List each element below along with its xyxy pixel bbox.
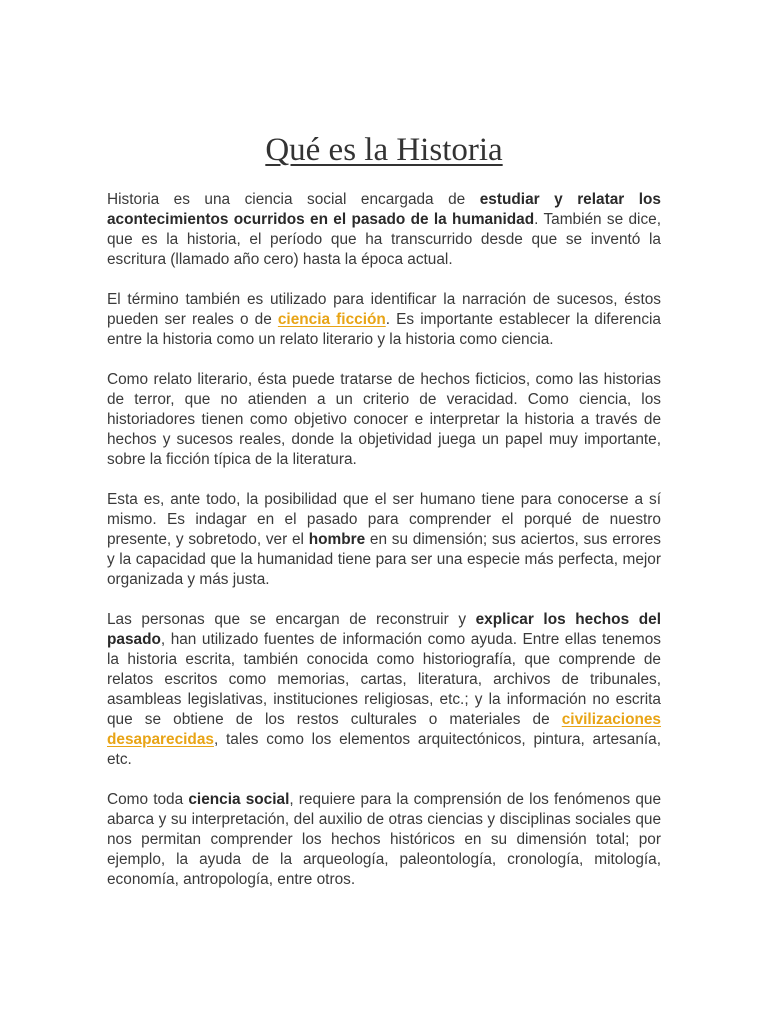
paragraph-6-bold-1: ciencia social bbox=[188, 791, 290, 808]
paragraph-2-text-2: . Es importante establecer la diferencia entre la historia como un relato literario y la historia como ciencia. bbox=[107, 311, 661, 348]
paragraph-6-text-2: , requiere para la comprensión de los fenómenos que abarca y su interpretación, del auxilio de otras ciencias y disciplinas sociales que nos permitan comprender los hechos históricos en su dimensión total; por ejemplo, la ayuda de la arqueología, paleontología, cronología, mitología, economía, antropología, entre otros. bbox=[107, 791, 661, 888]
paragraph-5-text-3: , tales como los elementos arquitectónicos, pintura, artesanía, etc. bbox=[107, 731, 661, 768]
paragraph-2 bbox=[107, 290, 661, 350]
paragraph-4-text-2: en su dimensión; sus aciertos, sus errores y la capacidad que la humanidad tiene para ser una especie más perfecta, mejor organizada y más justa. bbox=[107, 531, 661, 588]
page-title: Qué es la Historia bbox=[265, 132, 503, 168]
paragraph-1-text-1: Historia es una ciencia social encargada de bbox=[107, 191, 480, 208]
paragraph-6-text-1: Como toda bbox=[107, 791, 189, 808]
document-page bbox=[107, 130, 661, 910]
paragraph-5-bold-1: explicar los hechos del pasado bbox=[107, 611, 661, 648]
paragraph-5 bbox=[107, 610, 661, 770]
paragraph-3 bbox=[107, 370, 661, 470]
paragraph-4-bold-1: hombre bbox=[308, 531, 366, 548]
paragraph-1-text-2: . También se dice, que es la historia, el período que ha transcurrido desde que se inventó la escritura (llamado año cero) hasta la época actual. bbox=[107, 211, 661, 268]
paragraph-1-bold-1: estudiar y relatar los acontecimientos ocurridos en el pasado de la humanidad bbox=[107, 191, 661, 228]
paragraph-4 bbox=[107, 490, 661, 590]
paragraph-5-text-2: , han utilizado fuentes de información como ayuda. Entre ellas tenemos la historia escrita, también conocida como historiografía, que comprende de relatos escritos como memorias, cartas, literatura, archivos de tribunales, asambleas legislativas, instituciones religiosas, etc.; y la información no escrita que se obtiene de los restos culturales o materiales de bbox=[107, 631, 661, 728]
paragraph-3-text-1: Como relato literario, ésta puede tratarse de hechos ficticios, como las historias de terror, que no atienden a un criterio de veracidad. Como ciencia, los historiadores tienen como objetivo conocer e interpretar la historia a través de hechos y sucesos reales, donde la objetividad juega un papel muy importante, sobre la ficción típica de la literatura. bbox=[107, 371, 661, 468]
paragraph-1 bbox=[107, 190, 661, 270]
paragraph-6 bbox=[107, 790, 661, 890]
paragraph-4-text-1: Esta es, ante todo, la posibilidad que el ser humano tiene para conocerse a sí mismo. Es indagar en el pasado para comprender el porqué de nuestro presente, y sobretodo, ver el bbox=[107, 491, 661, 548]
ciencia-ficcion-link[interactable]: ciencia ficción bbox=[277, 311, 386, 328]
civilizaciones-desaparecidas-link[interactable]: civilizaciones desaparecidas bbox=[107, 711, 661, 748]
paragraph-5-text-1: Las personas que se encargan de reconstruir y bbox=[107, 611, 476, 628]
paragraph-2-text-1: El término también es utilizado para identificar la narración de sucesos, éstos pueden ser reales o de bbox=[107, 291, 661, 328]
